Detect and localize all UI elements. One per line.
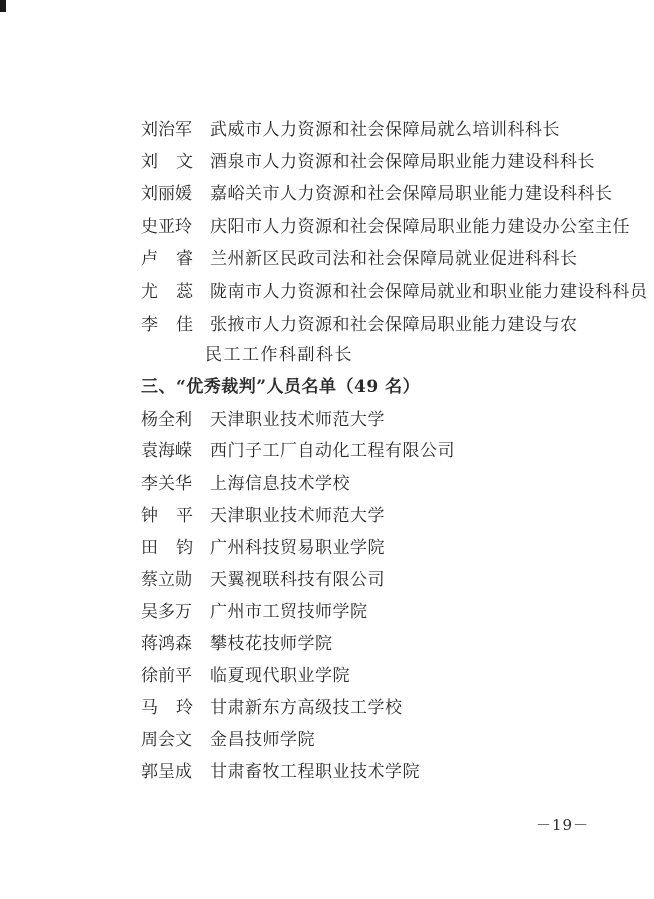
person-name: 郭呈成 — [141, 762, 192, 782]
person-name: 田钧 — [141, 538, 211, 558]
person-organization: 广州市工贸技师学院 — [210, 602, 368, 622]
list-item — [0, 598, 654, 626]
person-name: 袁海嵘 — [141, 441, 192, 461]
list-item — [0, 148, 654, 176]
person-name: 杨全利 — [141, 410, 192, 430]
person-organization: 陇南市人力资源和社会保障局就业和职业能力建设科科员 — [210, 282, 648, 302]
person-organization: 临夏现代职业学院 — [210, 666, 350, 686]
list-item — [0, 502, 654, 530]
person-organization: 天津职业技术师范大学 — [210, 506, 385, 526]
person-name: 尤蕊 — [141, 282, 211, 302]
list-item — [0, 180, 654, 208]
person-name: 刘文 — [141, 152, 211, 172]
person-name: 马玲 — [141, 698, 211, 718]
list-item — [0, 470, 654, 498]
person-name: 吴多万 — [141, 602, 192, 622]
list-item-continuation — [0, 341, 654, 369]
person-organization: 甘肃新东方高级技工学校 — [210, 698, 403, 718]
list-item — [0, 245, 654, 273]
list-item — [0, 406, 654, 434]
person-organization: 张掖市人力资源和社会保障局职业能力建设与农 — [210, 315, 578, 335]
person-name: 李佳 — [141, 315, 211, 335]
person-name: 刘丽媛 — [141, 184, 192, 204]
person-name: 钟平 — [141, 506, 211, 526]
person-organization: 天翼视联科技有限公司 — [210, 570, 385, 590]
list-item — [0, 694, 654, 722]
list-item — [0, 213, 654, 241]
person-name: 徐前平 — [141, 666, 192, 686]
list-item — [0, 726, 654, 754]
person-organization: 金昌技师学院 — [210, 730, 315, 750]
person-organization: 攀枝花技师学院 — [210, 634, 333, 654]
person-organization: 天津职业技术师范大学 — [210, 410, 385, 430]
person-organization: 庆阳市人力资源和社会保障局职业能力建设办公室主任 — [210, 217, 630, 237]
list-item — [0, 278, 654, 306]
person-name: 刘治军 — [141, 120, 192, 140]
list-item — [0, 311, 654, 339]
section-title: 三、“优秀裁判”人员名单（49 名） — [141, 377, 421, 397]
list-item — [0, 437, 654, 465]
person-name: 蒋鸿森 — [141, 634, 192, 654]
page-number: －19－ — [536, 816, 590, 834]
list-item — [0, 630, 654, 658]
person-organization: 酒泉市人力资源和社会保障局职业能力建设科科长 — [210, 152, 595, 172]
list-item — [0, 662, 654, 690]
person-organization: 上海信息技术学校 — [210, 474, 350, 494]
list-item — [0, 758, 654, 786]
person-name: 卢睿 — [141, 249, 211, 269]
person-organization: 武威市人力资源和社会保障局就么培训科科长 — [210, 120, 560, 140]
list-item — [0, 566, 654, 594]
person-name: 史亚玲 — [141, 217, 192, 237]
person-organization: 广州科技贸易职业学院 — [210, 538, 385, 558]
person-name: 李关华 — [141, 474, 192, 494]
list-item — [0, 534, 654, 562]
organization-continuation: 民工工作科副科长 — [205, 345, 353, 365]
person-organization: 嘉峪关市人力资源和社会保障局职业能力建设科科长 — [210, 184, 613, 204]
person-organization: 西门子工厂自动化工程有限公司 — [210, 441, 455, 461]
list-item — [0, 116, 654, 144]
person-name: 周会文 — [141, 730, 192, 750]
person-organization: 兰州新区民政司法和社会保障局就业促进科科长 — [210, 249, 578, 269]
person-organization: 甘肃畜牧工程职业技术学院 — [210, 762, 420, 782]
person-name: 蔡立勋 — [141, 570, 192, 590]
